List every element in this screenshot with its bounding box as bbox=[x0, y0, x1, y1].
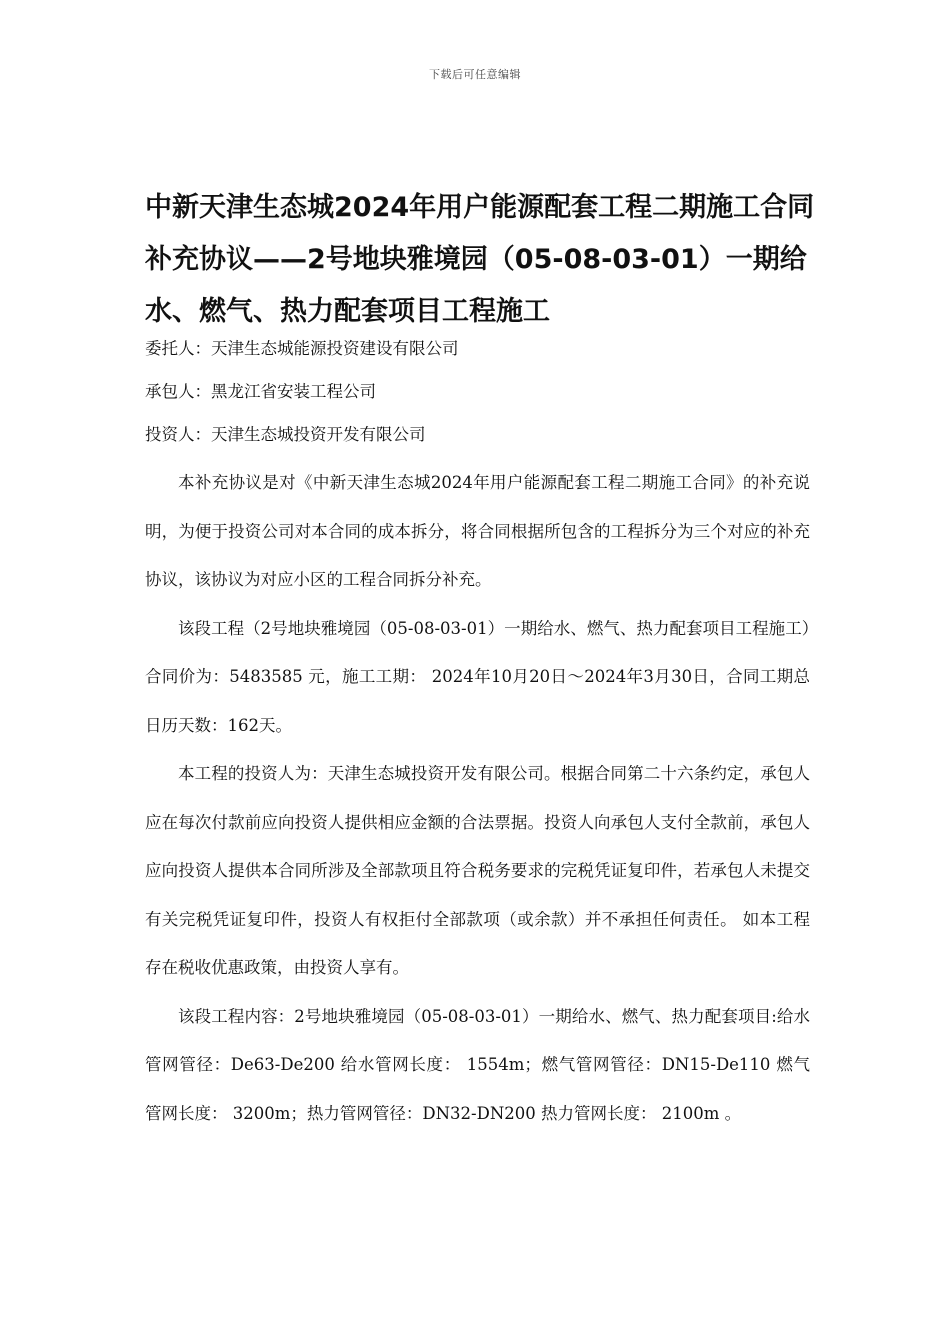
parties-block bbox=[145, 327, 815, 456]
paragraph-contract-price: 该段工程（2号地块雅境园（05-08-03-01）一期给水、燃气、热力配套项目工程施工）合同价为：5483585 元，施工工期： 2024年10月20日～2024年3月30日，合同工期总日历天数：162天。 bbox=[145, 618, 810, 735]
paragraph-purpose: 本补充协议是对《中新天津生态城2024年用户能源配套工程二期施工合同》的补充说明，为便于投资公司对本合同的成本拆分，将合同根据所包含的工程拆分为三个对应的补充协议，该协议为对应小区的工程合同拆分补充。 bbox=[145, 473, 810, 589]
party-contractor: 承包人：黑龙江省安装工程公司 bbox=[145, 382, 376, 401]
paragraph-investor-terms: 本工程的投资人为：天津生态城投资开发有限公司。根据合同第二十六条约定，承包人应在每次付款前应向投资人提供相应金额的合法票据。投资人向承包人支付全款前，承包人应向投资人提供本合同所涉及全部款项且符合税务要求的完税凭证复印件，若承包人未提交有关完税凭证复印件，投资人有权拒付全部款项（或余款）并不承担任何责任。 如本工程存在税收优惠政策，由投资人享有。 bbox=[145, 764, 810, 977]
document-title: 中新天津生态城2024年用户能源配套工程二期施工合同补充协议——2号地块雅境园（05-08-03-01）一期给水、燃气、热力配套项目工程施工 bbox=[145, 192, 815, 327]
paragraph-scope: 该段工程内容：2号地块雅境园（05-08-03-01）一期给水、燃气、热力配套项目:给水管网管径：De63-De200 给水管网长度： 1554m；燃气管网管径：DN15-De110 燃气管网长度： 3200m；热力管网管径：DN32-DN200 热力管网长度： 2100m 。 bbox=[145, 1006, 810, 1123]
header-note: 下载后可任意编辑 bbox=[429, 68, 521, 81]
document-body bbox=[145, 459, 810, 1138]
party-investor: 投资人：天津生态城投资开发有限公司 bbox=[145, 425, 426, 444]
party-client: 委托人：天津生态城能源投资建设有限公司 bbox=[145, 339, 459, 358]
